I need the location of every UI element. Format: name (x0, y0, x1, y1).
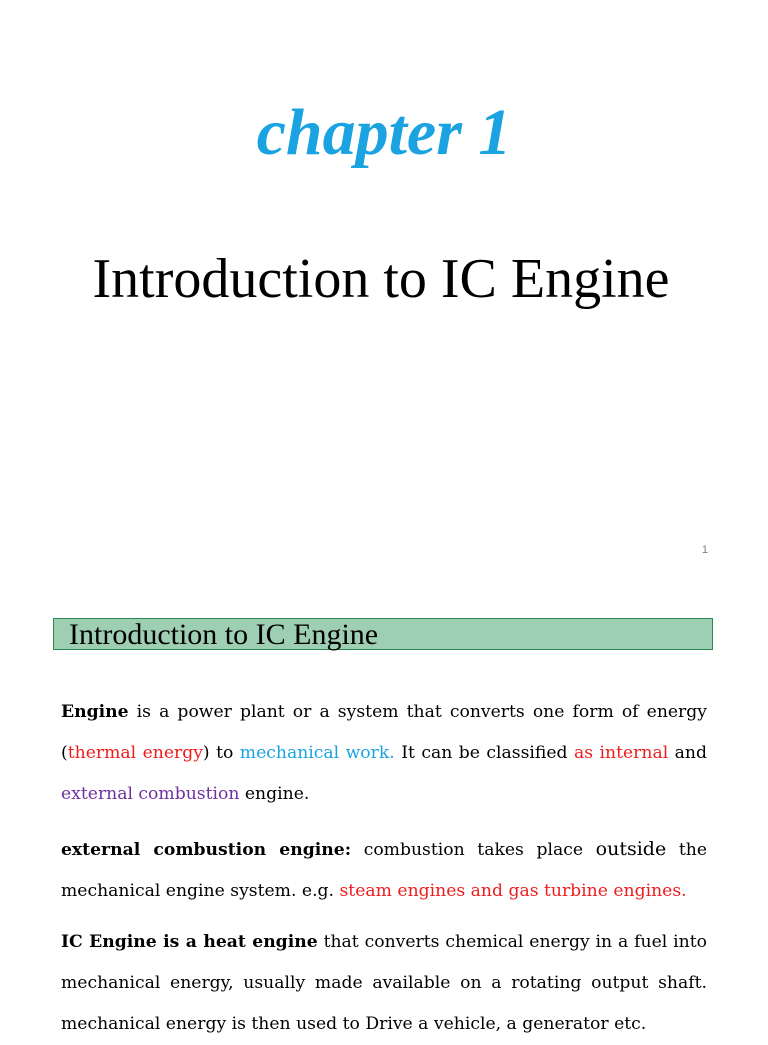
text-segment: It can be classified (394, 743, 574, 763)
term-internal: as internal (574, 743, 669, 763)
ic-engine-paragraph (61, 922, 707, 1045)
engine-definition-paragraph (61, 692, 707, 815)
text-segment: is a power plant or a system that converts one form of energy ( (61, 702, 707, 763)
term-ic-engine: IC Engine is a heat engine (61, 932, 318, 952)
text-segment: ) to (202, 743, 240, 763)
text-segment: combustion takes place (351, 840, 596, 860)
text-segment: that converts chemical energy in a fuel into mechanical energy, usually made available on a rotating output shaft. mechanical energy is then used to Drive a vehicle, a generator etc. (61, 932, 707, 1034)
term-external-combustion: external combustion (61, 784, 240, 804)
page-number: 1 (701, 544, 708, 556)
content-slide (0, 586, 768, 1034)
term-engine: Engine (61, 702, 129, 722)
section-header-title: Introduction to IC Engine (69, 618, 379, 651)
text-segment: engine. (239, 784, 310, 804)
chapter-heading: chapter 1 (256, 96, 512, 169)
term-mechanical-work: mechanical work. (239, 743, 395, 763)
section-header-bar (53, 618, 713, 650)
term-outside: outside (595, 838, 667, 860)
slide-title: Introduction to IC Engine (92, 248, 670, 310)
term-external-combustion-engine: external combustion engine: (61, 840, 352, 860)
text-segment: the mechanical engine system. e.g. (61, 840, 707, 901)
term-examples: steam engines and gas turbine engines. (339, 881, 687, 901)
text-segment: and (668, 743, 707, 763)
term-thermal-energy: thermal energy (67, 743, 203, 763)
external-combustion-paragraph (61, 829, 707, 912)
